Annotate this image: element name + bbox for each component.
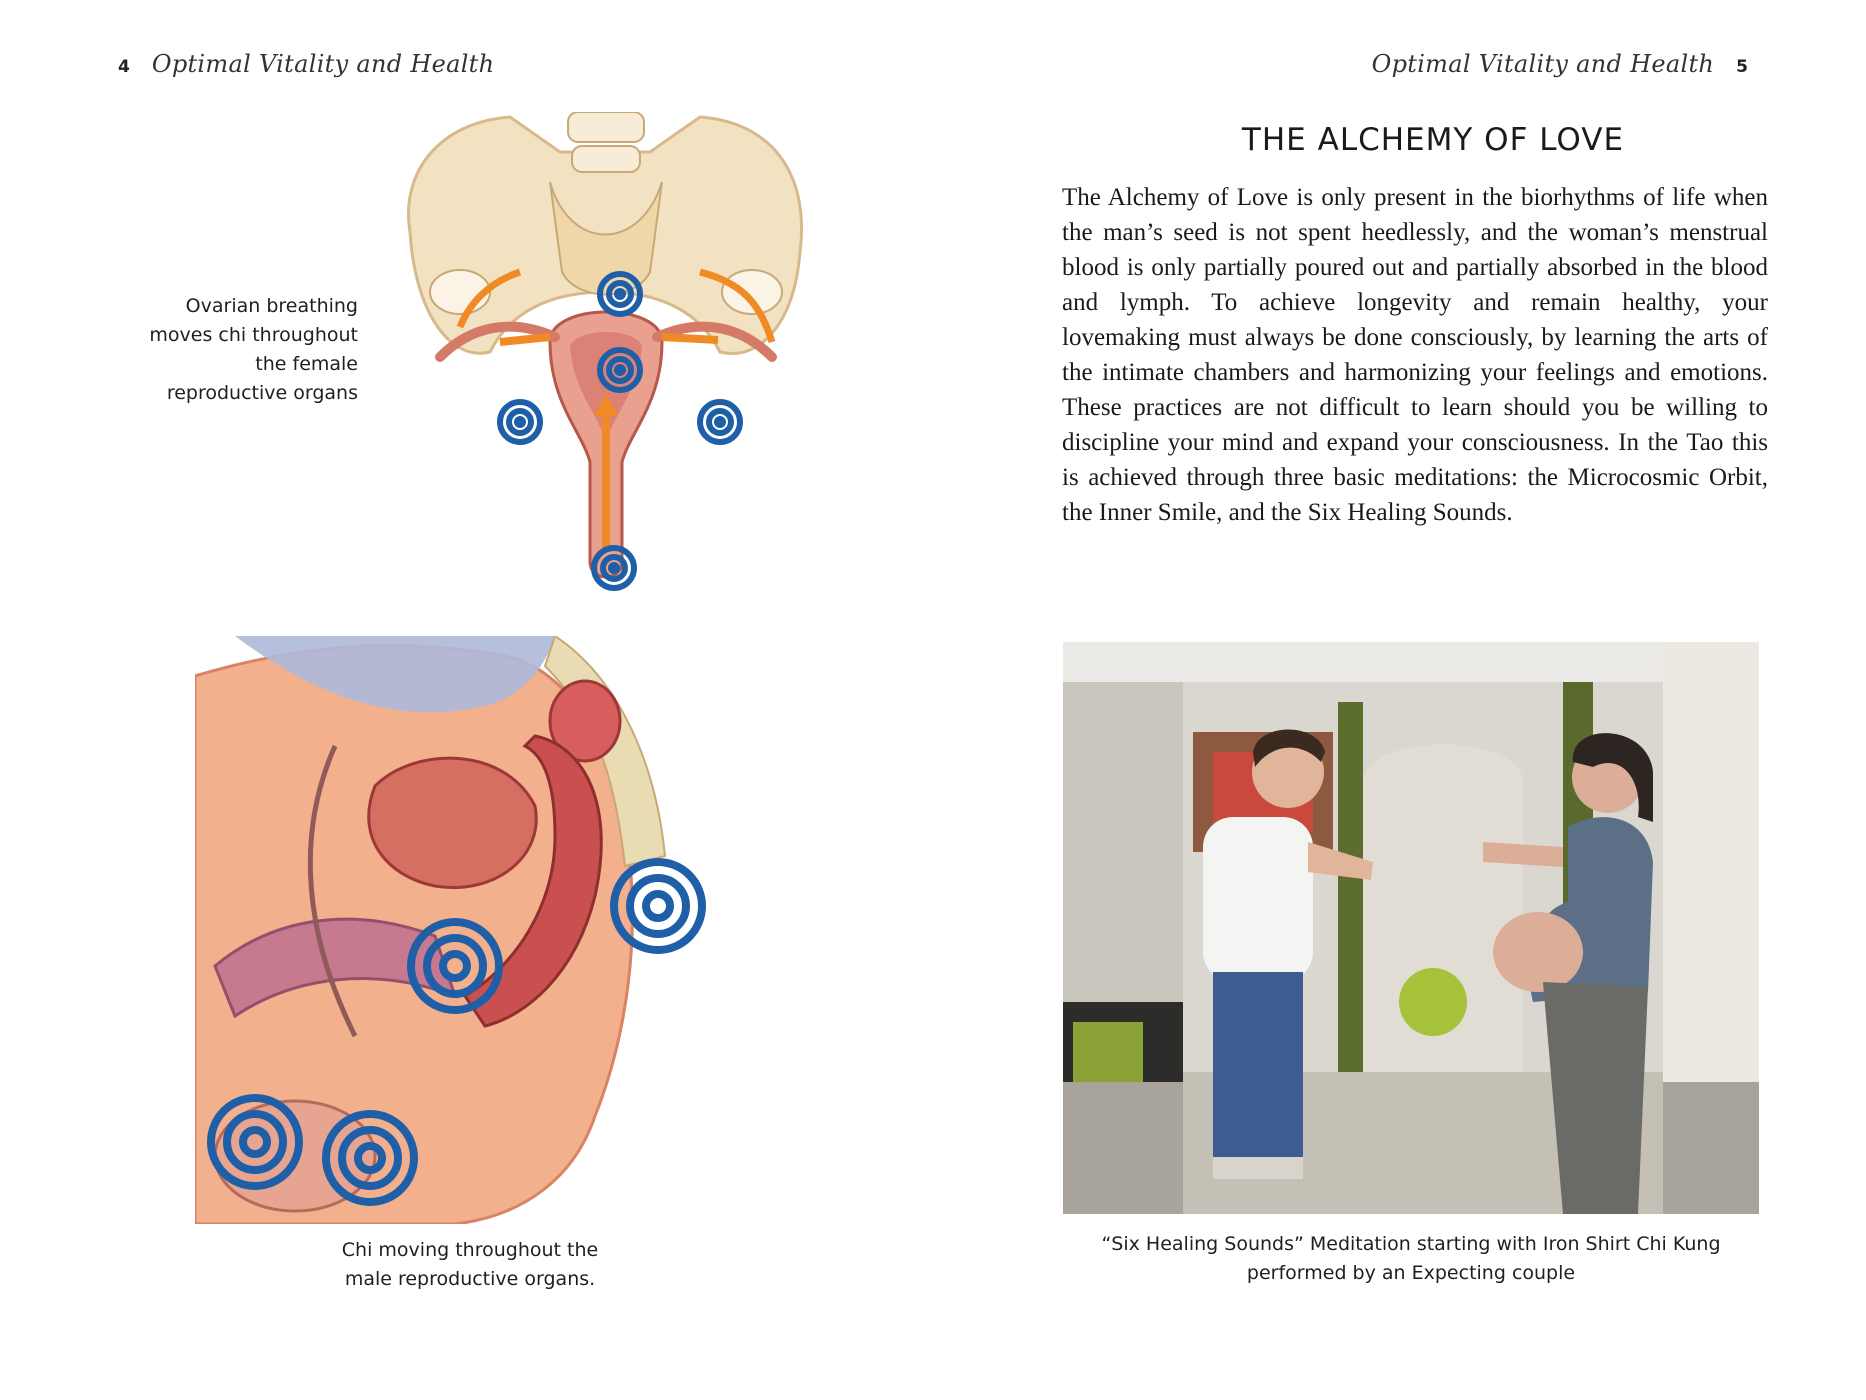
photo-caption: “Six Healing Sounds” Meditation starting with Iron Shirt Chi Kung performed by an Expecting couple	[1101, 1233, 1721, 1284]
page-number: 4	[118, 57, 130, 77]
running-title: Optimal Vitality and Health	[151, 50, 495, 78]
couple-meditation-photo	[1063, 642, 1759, 1214]
male-figure-caption: Chi moving throughout the male reproductive organs.	[341, 1239, 599, 1290]
page-number: 5	[1736, 57, 1748, 77]
female-reproductive-illustration	[400, 112, 812, 598]
section-title: THE ALCHEMY OF LOVE	[1241, 122, 1625, 158]
left-running-header	[118, 50, 494, 78]
right-page	[933, 0, 1866, 1400]
female-figure-caption: Ovarian breathing moves chi throughout the female reproductive organs	[149, 295, 358, 404]
body-paragraph: The Alchemy of Love is only present in the biorhythms of life when the man’s seed is not spent heedlessly, and the woman’s menstrual blood is only partially poured out and partially absorbed in the blood and lymph. To achieve longevity and remain healthy, your lovemaking must always be done consciously, by learning the arts of the intimate chambers and harmonizing your feelings and emotions. These practices are not difficult to learn should you be willing to discipline your mind and expand your consciousness. In the Tao this is achieved through three basic meditations: the Microcosmic Orbit, the Inner Smile, and the Six Healing Sounds.	[1062, 184, 1768, 526]
male-reproductive-illustration	[195, 636, 745, 1224]
running-title: Optimal Vitality and Health	[1371, 50, 1715, 78]
right-running-header	[1372, 50, 1748, 78]
